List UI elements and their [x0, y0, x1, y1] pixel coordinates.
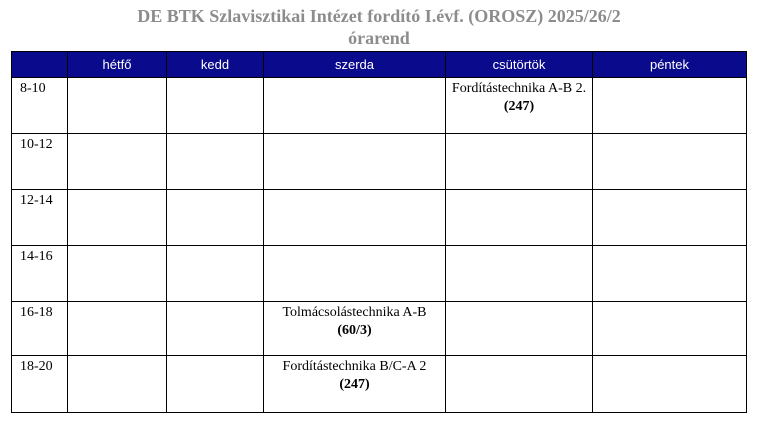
schedule-cell — [264, 302, 446, 356]
day-header-pentek: péntek — [593, 52, 747, 78]
day-header-csutortok: csütörtök — [446, 52, 593, 78]
schedule-cell — [68, 302, 167, 356]
schedule-cell — [446, 134, 593, 190]
title-line-2: órarend — [348, 28, 410, 48]
time-slot-cell: 12-14 — [12, 190, 68, 246]
header-row — [12, 52, 747, 78]
day-header-hetfo: hétfő — [68, 52, 167, 78]
time-slot-cell: 14-16 — [12, 246, 68, 302]
schedule-cell — [68, 356, 167, 413]
time-slot-cell: 10-12 — [12, 134, 68, 190]
schedule-cell — [593, 356, 747, 413]
table-row — [12, 302, 747, 356]
schedule-cell — [68, 190, 167, 246]
schedule-cell — [593, 78, 747, 134]
schedule-cell — [68, 134, 167, 190]
table-row — [12, 190, 747, 246]
schedule-cell — [167, 356, 264, 413]
schedule-cell — [446, 356, 593, 413]
schedule-cell — [167, 78, 264, 134]
table-row — [12, 134, 747, 190]
schedule-cell — [167, 190, 264, 246]
schedule-cell — [593, 134, 747, 190]
course-name: Fordítástechnika A-B 2. — [451, 81, 587, 96]
schedule-cell — [264, 356, 446, 413]
schedule-cell — [446, 246, 593, 302]
schedule-cell — [593, 246, 747, 302]
schedule-cell — [167, 302, 264, 356]
schedule-cell — [446, 78, 593, 134]
time-slot-cell: 18-20 — [12, 356, 68, 413]
room-number: (247) — [503, 99, 535, 114]
table-row — [12, 246, 747, 302]
schedule-cell — [264, 134, 446, 190]
day-header-kedd: kedd — [167, 52, 264, 78]
schedule-cell — [264, 78, 446, 134]
course-name: Fordítástechnika B/C-A 2 — [282, 359, 427, 374]
day-header-szerda: szerda — [264, 52, 446, 78]
schedule-cell — [68, 78, 167, 134]
title-line-1: DE BTK Szlavisztikai Intézet fordító I.évf. (OROSZ) 2025/26/2 — [137, 6, 621, 26]
schedule-cell — [593, 190, 747, 246]
table-row — [12, 78, 747, 134]
schedule-cell — [264, 246, 446, 302]
schedule-cell — [68, 246, 167, 302]
course-name: Tolmácsolástechnika A-B — [282, 305, 427, 320]
schedule-cell — [593, 302, 747, 356]
timetable — [11, 51, 747, 413]
schedule-cell — [446, 302, 593, 356]
schedule-cell — [446, 190, 593, 246]
schedule-cell — [167, 246, 264, 302]
schedule-cell — [167, 134, 264, 190]
time-slot-cell: 8-10 — [12, 78, 68, 134]
page-title — [0, 5, 758, 49]
time-slot-cell: 16-18 — [12, 302, 68, 356]
table-row — [12, 356, 747, 413]
room-number: (60/3) — [337, 323, 372, 338]
room-number: (247) — [339, 377, 370, 392]
schedule-cell — [264, 190, 446, 246]
corner-header-cell — [12, 52, 68, 78]
